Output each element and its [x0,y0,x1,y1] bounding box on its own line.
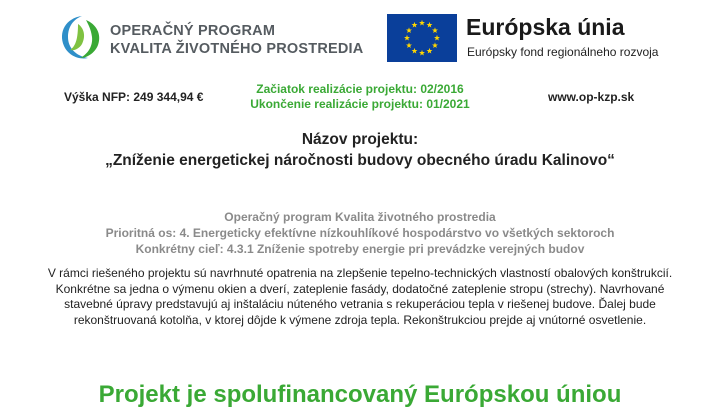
description-line: stavebné úpravy predstavujú aj inštaláciu núteného vetrania s rekuperáciou tepla v riešenej budove. Ďalej bude [64,297,656,311]
priority-axis: Prioritná os: 4. Energeticky efektívne nízkouhlíkové hospodárstvo vo všetkých sektoroch [105,226,615,240]
program-info [0,209,720,257]
nfp-amount: Výška NFP: 249 344,94 € [64,90,204,104]
program-logo-line1: OPERAČNÝ PROGRAM [110,23,276,39]
description-line: Konkrétne sa jedna o výmenu okien a dverí, zateplenie fasády, dodatočné zateplenie stropu (strechy). Navrhované [55,281,665,296]
project-description [20,266,700,328]
start-date: Začiatok realizácie projektu: 02/2016 [256,82,464,96]
eu-subtitle: Európsky fond regionálneho rozvoja [467,45,659,59]
description-line: rekonštruovaná kotolňa, v ktorej dôjde k výmene zdroja tepla. Rekonštrukciou prejde aj vnútorné osvetlenie. [73,312,647,327]
end-date: Ukončenie realizácie projektu: 01/2021 [250,97,470,111]
specific-goal: Konkrétny cieľ: 4.3.1 Zníženie spotreby energie pri prevádzke verejných budov [135,242,585,256]
program-logo-icon [56,12,104,64]
program-logo-text [110,22,363,58]
project-name: „Zníženie energetickej náročnosti budovy obecného úradu Kalinovo“ [105,152,615,169]
description-line: V rámci riešeného projektu sú navrhnuté opatrenia na zlepšenie tepelno-technických vlastností obalových konštrukcií. [47,266,673,280]
program-logo-line2: KVALITA ŽIVOTNÉHO PROSTREDIA [110,41,364,57]
project-name-label: Názov projektu: [301,131,419,148]
program-title: Operačný program Kvalita životného prostredia [224,210,496,224]
website-link[interactable]: www.op-kzp.sk [548,90,635,104]
cofinancing-banner: Projekt je spolufinancovaný Európskou úniou [98,381,622,408]
eu-title: Európska únia [466,14,625,40]
program-logo [56,12,364,64]
eu-flag-icon [387,14,457,62]
